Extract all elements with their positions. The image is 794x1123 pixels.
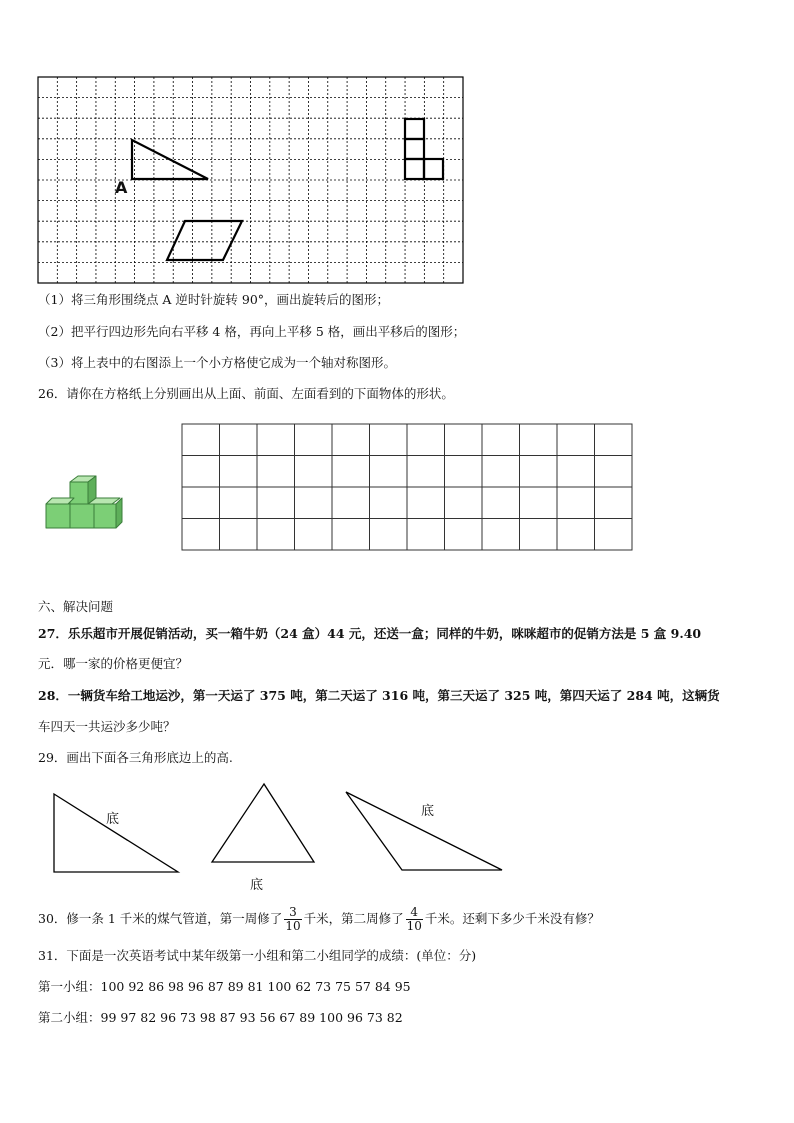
grid-cell — [332, 424, 370, 456]
grid-cell — [332, 487, 370, 519]
parallelogram-shape — [167, 221, 242, 260]
grid-cell — [445, 424, 483, 456]
grid-cell — [295, 487, 333, 519]
q25-item-2: （2）把平行四边形先向右平移 4 格，再向上平移 5 格，画出平移后的图形； — [38, 324, 466, 339]
grid-cell — [557, 519, 595, 551]
grid-cell — [295, 519, 333, 551]
q28-line-2: 车四天一共运沙多少吨？ — [38, 719, 176, 734]
grid-cell — [370, 519, 408, 551]
grid-cell — [182, 519, 220, 551]
fraction-3-10-denominator: 10 — [285, 919, 301, 933]
grid-cell — [257, 424, 295, 456]
grid-cell — [407, 456, 445, 488]
grid-cell — [482, 456, 520, 488]
section6-title: 六、解决问题 — [38, 599, 114, 614]
fraction-4-10 — [406, 906, 423, 933]
grid-cell — [445, 487, 483, 519]
cube-stack-figure — [40, 474, 130, 534]
triangle2-base-label: 底 — [250, 878, 264, 893]
fraction-3-10 — [284, 906, 301, 933]
solid-grid — [182, 424, 632, 550]
fraction-4-10-numerator: 4 — [406, 906, 423, 920]
grid-cell — [370, 456, 408, 488]
q30-text — [38, 904, 600, 934]
grid-cell — [257, 456, 295, 488]
fraction-3-10-numerator: 3 — [284, 906, 301, 920]
grid-cell — [370, 487, 408, 519]
q31-group-2: 第二小组：99 97 82 96 73 98 87 93 56 67 89 100 96 73 82 — [38, 1010, 403, 1025]
point-a-label: A — [115, 178, 128, 197]
q25-grid-figure — [36, 74, 466, 289]
grid-cell — [595, 456, 633, 488]
grid-cell — [520, 519, 558, 551]
grid-cell — [407, 519, 445, 551]
q26-answer-grid — [178, 420, 638, 552]
q27-line-2: 元．哪一家的价格更便宜？ — [38, 656, 189, 671]
grid-cell — [445, 456, 483, 488]
grid-cell — [520, 487, 558, 519]
grid-cell — [595, 487, 633, 519]
grid-cell — [220, 519, 258, 551]
grid-cell — [257, 487, 295, 519]
q31-text: 31．下面是一次英语考试中某年级第一小组和第二小组同学的成绩：(单位：分) — [38, 948, 477, 963]
right-triangle — [54, 794, 178, 872]
grid-cell — [557, 456, 595, 488]
grid-cell — [220, 424, 258, 456]
q27-line-1: 27．乐乐超市开展促销活动，买一箱牛奶（24 盒）44 元，还送一盒；同样的牛奶，咪咪超市的促销方法是 5 盒 9.40 — [38, 626, 702, 641]
q30-part-3: 千米。还剩下多少千米没有修？ — [424, 911, 600, 926]
q30-part-1: 30．修一条 1 千米的煤气管道，第一周修了 — [38, 911, 283, 926]
grid-cell — [595, 424, 633, 456]
grid-cell — [520, 424, 558, 456]
q25-item-3: （3）将上表中的右图添上一个小方格使它成为一个轴对称图形。 — [38, 355, 396, 370]
grid-cell — [182, 487, 220, 519]
grid-cell — [332, 456, 370, 488]
grid-cell — [295, 424, 333, 456]
grid-cell — [220, 456, 258, 488]
q28-line-1: 28．一辆货车给工地运沙，第一天运了 375 吨，第二天运了 316 吨，第三天运了 325 吨，第四天运了 284 吨，这辆货 — [38, 688, 720, 703]
dashed-grid — [38, 77, 463, 283]
grid-cell — [557, 424, 595, 456]
fraction-4-10-denominator: 10 — [406, 919, 422, 933]
grid-cell — [445, 519, 483, 551]
grid-cell — [220, 487, 258, 519]
acute-triangle — [212, 784, 314, 862]
grid-cell — [370, 424, 408, 456]
grid-cell — [257, 519, 295, 551]
triangle3-base-label: 底 — [421, 804, 435, 819]
grid-cell — [482, 487, 520, 519]
grid-cell — [557, 487, 595, 519]
q25-item-1: （1）将三角形围绕点 A 逆时针旋转 90°，画出旋转后的图形； — [38, 292, 390, 307]
grid-cell — [482, 424, 520, 456]
q26-text: 26．请你在方格纸上分别画出从上面、前面、左面看到的下面物体的形状。 — [38, 386, 454, 401]
grid-cell — [182, 456, 220, 488]
grid-cell — [407, 424, 445, 456]
l-shape-figure — [405, 119, 443, 179]
grid-cell — [595, 519, 633, 551]
triangle1-base-label: 底 — [106, 812, 120, 827]
q31-group-1: 第一小组：100 92 86 98 96 87 89 81 100 62 73 75 57 84 95 — [38, 979, 411, 994]
grid-cell — [520, 456, 558, 488]
grid-cell — [295, 456, 333, 488]
grid-cell — [407, 487, 445, 519]
grid-cell — [482, 519, 520, 551]
grid-cell — [332, 519, 370, 551]
grid-cell — [182, 424, 220, 456]
q29-triangles-figure — [50, 780, 530, 880]
q30-part-2: 千米，第二周修了 — [303, 911, 404, 926]
q29-text: 29．画出下面各三角形底边上的高. — [38, 750, 233, 765]
